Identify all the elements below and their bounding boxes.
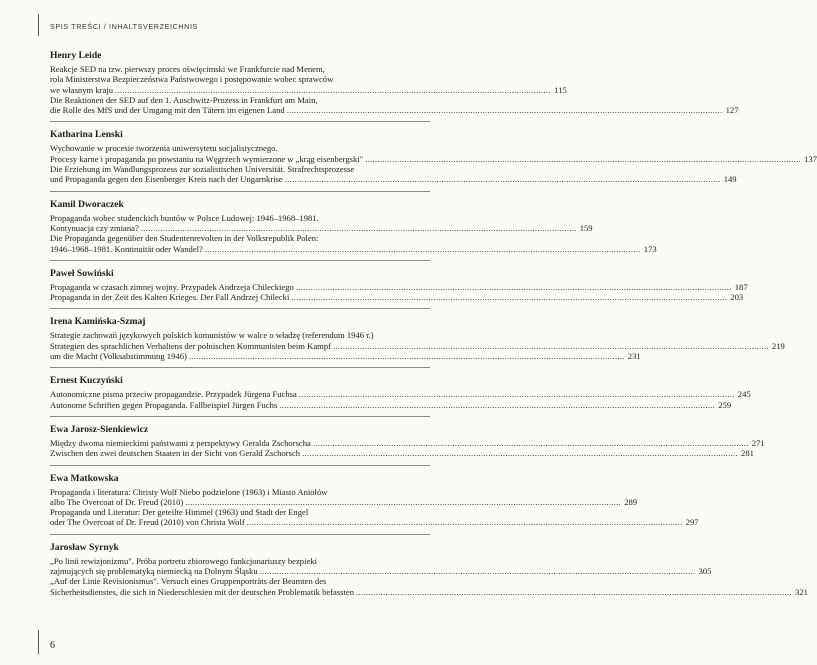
toc-entry-line (50, 281, 748, 292)
author-name: Ewa Jarosz-Sienkiewicz (50, 423, 149, 435)
entry-title-text: Propaganda und Literatur: Der geteilte Himmel (1963) und Stadt der Engel (50, 507, 309, 518)
dot-leader (302, 448, 738, 458)
entry-title-text: Propaganda w czasach zimnej wojny. Przypadek Andrzeja Chileckiego (50, 281, 294, 292)
author-block (50, 541, 808, 603)
author-name: Henry Leide (50, 50, 102, 61)
entry-title-text: Autonome Schriften gegen Propaganda. Fallbeispiel Jürgen Fuchs (50, 399, 278, 410)
toc-entry-line (50, 164, 430, 174)
author-name: Paweł Sowiński (50, 267, 114, 279)
toc-entry-line (50, 330, 430, 340)
toc-entry-line (50, 448, 754, 459)
entry-title-text: Die Propaganda gegenüber den Studentenrevolten in der Volksrepublik Polen: (50, 233, 319, 244)
entry-title-text: Strategie zachowań językowych polskich komunistów w walce o władzę (referendum 1946 r.) (50, 330, 374, 341)
dot-leader (279, 400, 715, 410)
entry-title-text: oder The Overcoat of Dr. Freud (2010) von Christa Wolf (50, 517, 245, 528)
toc-entry-line (50, 74, 430, 84)
entry-title-text: Die Erziehung im Wandlungsprozess zur sozialistischen Universität. Strafrechtsprozesse (50, 164, 355, 175)
entry-title-text: und Propaganda gegen den Eisenberger Kreis nach der Ungarnkrise (50, 174, 283, 185)
toc-entry[interactable] (50, 555, 712, 577)
entry-page-number: 297 (685, 517, 699, 528)
toc-entry[interactable] (50, 64, 567, 95)
dot-leader (141, 223, 577, 233)
entry-title-text: Reakcje SED na tzw. pierwszy proces oświęcimski we Frankfurcie nad Menem, (50, 64, 325, 74)
toc-entry[interactable] (50, 233, 657, 254)
toc-entry[interactable] (50, 281, 748, 292)
entry-title-text: albo The Overcoat of Dr. Freud (2010) (50, 496, 184, 507)
entry-page-number: 187 (734, 281, 748, 292)
dot-leader (365, 154, 801, 164)
author-name: Ewa Matkowska (50, 472, 119, 484)
author-block (50, 198, 657, 261)
author-block (50, 316, 785, 368)
toc-entry-line (50, 143, 430, 153)
toc-entry-line (50, 576, 430, 586)
dot-leader (185, 497, 621, 507)
dot-leader (287, 105, 723, 115)
dot-leader (313, 438, 749, 448)
entry-page-number: 115 (554, 84, 567, 95)
entry-page-number: 137 (804, 153, 817, 164)
crop-mark (38, 630, 39, 654)
author-name: Ernest Kuczyński (50, 375, 123, 387)
entry-title-text: Sicherheitsdienstes, die sich in Niederschlesien mit der deutschen Problematik befassten (50, 586, 355, 597)
entry-page-number: 173 (643, 243, 657, 254)
toc-entry-line (50, 213, 430, 223)
entry-page-number: 289 (624, 496, 638, 507)
entry-title-text: Propaganda i literatura: Christy Wolf Niebo podzielone (1963) i Miasto Aniołów (50, 486, 328, 497)
toc-entry-line (50, 517, 699, 528)
entry-title-text: Kontynuacja czy zmiana? (50, 222, 139, 233)
toc-entry[interactable] (50, 292, 744, 303)
entry-page-number: 259 (718, 399, 732, 410)
dot-leader (299, 389, 735, 399)
author-name: Irena Kamińska-Szmaj (50, 316, 146, 328)
dot-leader (115, 85, 551, 95)
author-block (50, 50, 739, 122)
entry-title-text: Propaganda wobec studenckich buntów w Polsce Ludowej: 1946–1968–1981. (50, 212, 319, 223)
entry-page-number: 127 (725, 105, 739, 116)
toc-entry-line (50, 507, 430, 517)
page-number: 6 (50, 640, 55, 651)
author-block (50, 423, 765, 466)
toc-entry[interactable] (50, 330, 430, 340)
toc-entry-line (50, 351, 641, 362)
toc-entry[interactable] (50, 399, 732, 410)
entry-title-text: Zwischen den zwei deutschen Staaten in der Sicht von Gerald Zschorsch (50, 448, 301, 459)
dot-leader (333, 341, 769, 351)
toc-entry-line (50, 586, 808, 597)
entry-page-number: 203 (730, 292, 744, 303)
entry-title-text: Strategien des sprachlichen Verhaltens der polnischen Kommunisten beim Kampf (50, 340, 331, 351)
crop-mark (38, 14, 39, 36)
dot-leader (189, 351, 625, 361)
entry-title-text: Die Reaktionen der SED auf den 1. Auschwitz-Prozess in Frankfurt am Main, (50, 94, 318, 105)
entry-title-text: Propaganda in der Zeit des Kalten Krieges. Der Fall Andrzej Chilecki (50, 292, 290, 303)
entry-title-text: um die Macht (Volksabstimmung 1946) (50, 351, 187, 362)
toc-entry-line (50, 292, 744, 303)
author-block (50, 267, 748, 310)
toc-entry-line (50, 496, 638, 507)
entry-title-text: Procesy karne i propaganda po powstaniu na Węgrzech wymierzone w „krąg eisenbergski" (50, 153, 364, 164)
entry-title-text: rola Ministerstwa Bezpieczeństwa Państwowego i postępowanie wobec sprawców (50, 74, 334, 85)
toc-entry-line (50, 105, 739, 116)
toc-entry-line (50, 153, 817, 164)
author-name: Kamil Dworaczek (50, 198, 124, 210)
toc-entry-line (50, 437, 765, 448)
entry-page-number: 281 (741, 448, 754, 459)
entry-page-number: 231 (627, 351, 641, 362)
dot-leader (356, 587, 792, 597)
toc-entry-line (50, 340, 785, 351)
entry-title-text: Między dwoma niemieckimi państwami z perspektywy Geralda Zschorscha (50, 437, 311, 448)
toc-entry[interactable] (50, 143, 817, 164)
toc-entry-line (50, 556, 430, 566)
author-block (50, 472, 699, 535)
author-block (50, 129, 817, 191)
toc-entry-line (50, 389, 751, 400)
toc-list (50, 50, 817, 610)
toc-entry-line (50, 243, 657, 254)
toc-entry-line (50, 174, 737, 185)
toc-entry-line (50, 222, 593, 233)
entry-title-text: die Rolle des MfS und der Umgang mit den Tätern im eigenen Land (50, 105, 285, 116)
toc-entry[interactable] (50, 94, 739, 116)
toc-entry[interactable] (50, 340, 785, 351)
dot-leader (260, 566, 696, 576)
toc-entry[interactable] (50, 486, 638, 508)
toc-entry-line (50, 487, 430, 497)
author-block (50, 375, 751, 417)
entry-page-number: 321 (794, 586, 808, 597)
toc-entry[interactable] (50, 351, 641, 362)
toc-entry[interactable] (50, 212, 593, 234)
toc-entry-line (50, 566, 712, 577)
toc-entry[interactable] (50, 507, 699, 528)
entry-title-text: Autonomiczne pisma przeciw propagandzie. Przypadek Jürgena Fuchsa (50, 389, 297, 400)
entry-page-number: 245 (737, 389, 751, 400)
entry-title-text: Wychowanie w procesie tworzenia uniwersytetu socjalistycznego. (50, 143, 278, 154)
entry-title-text: „Po linii rewizjonizmu". Próba portretu zbiorowego funkcjonariuszy bezpieki (50, 555, 317, 566)
entry-title-text: we własnym kraju (50, 84, 114, 95)
entry-page-number: 219 (771, 340, 785, 351)
entry-title-text: zajmujących się problematyką niemiecką na Dolnym Śląsku (50, 566, 258, 577)
dot-leader (296, 282, 732, 292)
toc-entry-line (50, 95, 430, 105)
toc-entry-line (50, 64, 430, 74)
toc-entry[interactable] (50, 389, 751, 400)
toc-entry[interactable] (50, 164, 737, 185)
entry-title-text: „Auf der Linie Revisionismus". Versuch eines Gruppenporträts der Beamten des (50, 576, 327, 587)
toc-entry[interactable] (50, 437, 765, 448)
toc-entry[interactable] (50, 576, 808, 597)
author-name: Jarosław Syrnyk (50, 541, 119, 553)
dot-leader (285, 174, 721, 184)
toc-entry[interactable] (50, 448, 754, 459)
dot-leader (205, 244, 641, 254)
dot-leader (291, 292, 727, 302)
entry-page-number: 305 (698, 566, 712, 577)
dot-leader (247, 517, 683, 527)
entry-page-number: 271 (751, 437, 765, 448)
toc-entry-line (50, 399, 732, 410)
toc-entry-line (50, 84, 567, 95)
running-head: SPIS TREŚCI / INHALTSVERZEICHNIS (50, 22, 198, 31)
author-name: Katharina Lenski (50, 129, 123, 141)
entry-page-number: 159 (579, 222, 593, 233)
toc-entry-line (50, 233, 430, 243)
entry-title-text: 1946–1968–1981. Kontinuität oder Wandel? (50, 243, 203, 254)
entry-page-number: 149 (723, 174, 737, 185)
